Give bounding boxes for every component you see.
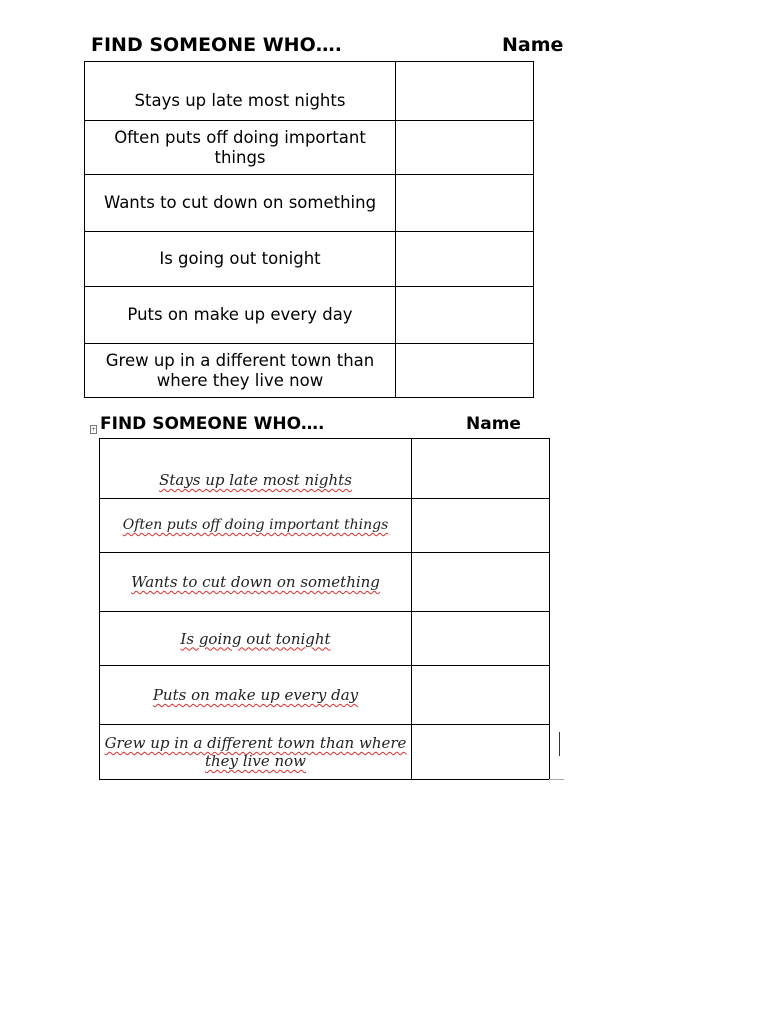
- table-row: [85, 121, 534, 175]
- table-row: [85, 287, 534, 344]
- prompt-text: Puts on make up every day: [127, 305, 353, 325]
- prompt-text: Grew up in a different town than where they live now: [104, 734, 407, 770]
- prompt-cell[interactable]: [100, 553, 412, 612]
- name-answer-cell[interactable]: [412, 553, 550, 612]
- text-cursor: [559, 732, 560, 756]
- name-answer-cell[interactable]: [412, 612, 550, 666]
- name-answer-cell[interactable]: [396, 175, 534, 232]
- name-answer-cell[interactable]: [396, 232, 534, 287]
- prompt-text: Wants to cut down on something: [103, 193, 377, 213]
- name-answer-cell[interactable]: [412, 666, 550, 725]
- name-answer-cell[interactable]: [396, 344, 534, 398]
- table-end-marker: [549, 779, 564, 780]
- name-answer-cell[interactable]: [412, 499, 550, 553]
- prompt-cell[interactable]: [85, 121, 396, 175]
- prompt-cell[interactable]: [85, 232, 396, 287]
- prompt-text: Stays up late most nights: [134, 91, 346, 111]
- table-row: [100, 439, 550, 499]
- worksheet-2-name-header: Name: [466, 414, 521, 434]
- table-row: [85, 344, 534, 398]
- table-row: [85, 62, 534, 121]
- worksheet-1-table: [84, 61, 534, 398]
- prompt-cell[interactable]: [85, 344, 396, 398]
- prompt-cell[interactable]: [100, 439, 412, 499]
- name-answer-cell[interactable]: [412, 725, 550, 780]
- worksheet-1-title: FIND SOMEONE WHO….: [91, 34, 342, 56]
- table-row: [100, 612, 550, 666]
- name-answer-cell[interactable]: [412, 439, 550, 499]
- table-row: [100, 725, 550, 780]
- prompt-text: Wants to cut down on something: [131, 573, 380, 591]
- prompt-text: Is going out tonight: [180, 629, 331, 648]
- table-row: [100, 499, 550, 553]
- prompt-cell[interactable]: [100, 666, 412, 725]
- table-row: [100, 553, 550, 612]
- name-answer-cell[interactable]: [396, 287, 534, 344]
- prompt-text: Often puts off doing important things: [122, 517, 389, 534]
- worksheet-2-table: [99, 438, 550, 780]
- prompt-cell[interactable]: [85, 287, 396, 344]
- prompt-cell[interactable]: [100, 612, 412, 666]
- worksheet-2-title: FIND SOMEONE WHO….: [100, 414, 325, 434]
- prompt-text: Grew up in a different town than where they live now: [105, 350, 375, 390]
- table-row: [85, 175, 534, 232]
- name-answer-cell[interactable]: [396, 62, 534, 121]
- table-row: [85, 232, 534, 287]
- prompt-cell[interactable]: [85, 175, 396, 232]
- prompt-cell[interactable]: [100, 725, 412, 780]
- prompt-text: Puts on make up every day: [152, 686, 359, 704]
- prompt-text: Often puts off doing important things: [114, 127, 366, 167]
- prompt-cell[interactable]: [100, 499, 412, 553]
- table-move-handle-icon[interactable]: +: [91, 426, 97, 433]
- worksheet-1-name-header: Name: [502, 34, 564, 56]
- prompt-text: Is going out tonight: [159, 249, 321, 269]
- prompt-cell[interactable]: [85, 62, 396, 121]
- table-row: [100, 666, 550, 725]
- prompt-text: Stays up late most nights: [159, 471, 352, 489]
- name-answer-cell[interactable]: [396, 121, 534, 175]
